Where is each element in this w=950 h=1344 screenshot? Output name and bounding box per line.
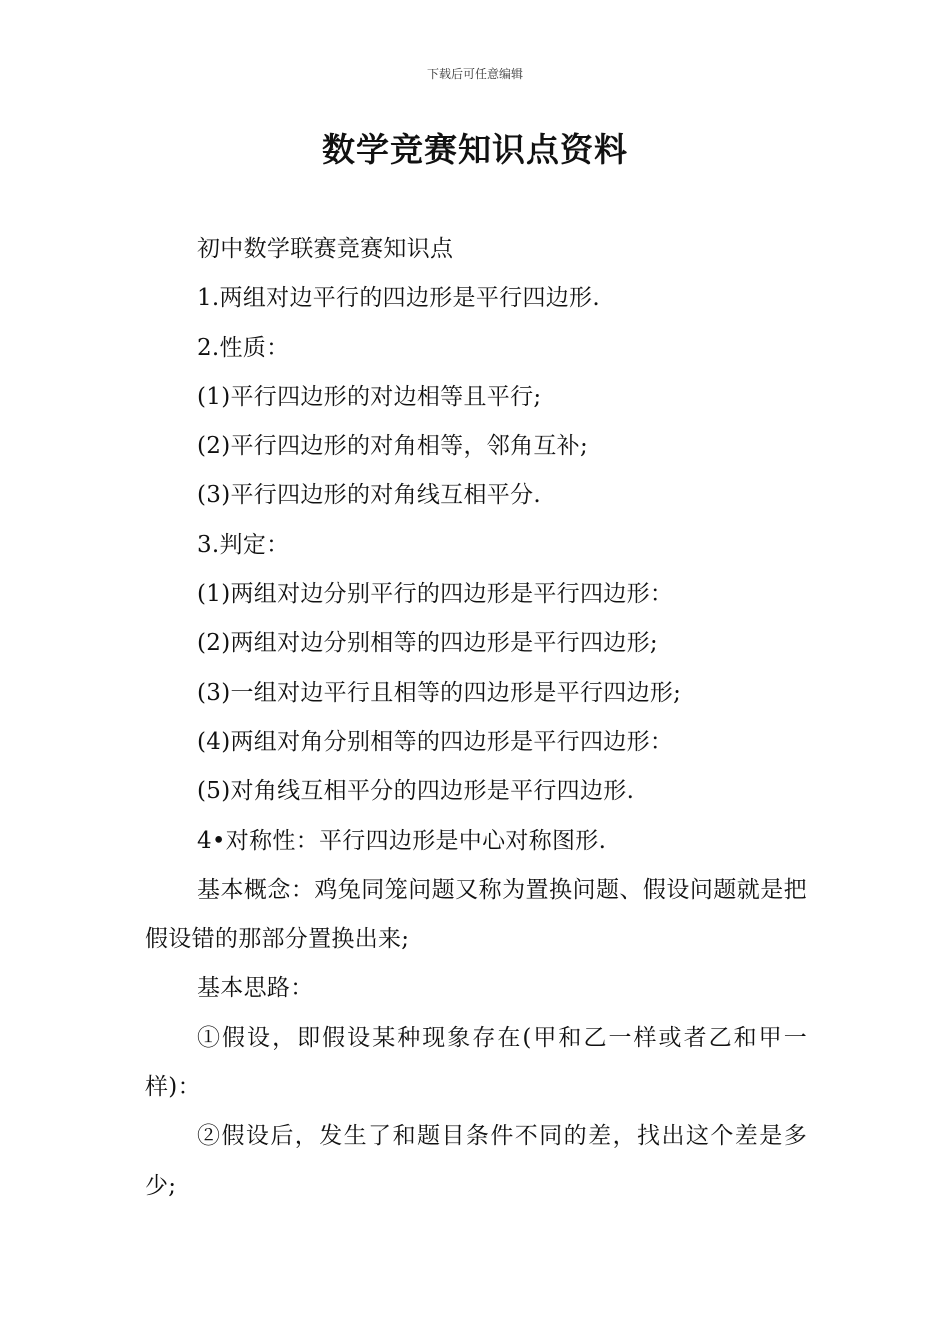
paragraph-section-heading: 初中数学联赛竞赛知识点 (197, 236, 454, 262)
paragraph-property-2: (2)平行四边形的对角相等，邻角互补; (197, 433, 589, 460)
paragraph-basic-concept: 基本概念：鸡兔同笼问题又称为置换问题、假设问题就是把假设错的那部分置换出来; (145, 876, 807, 953)
paragraph-criterion-2: (2)两组对边分别相等的四边形是平行四边形; (197, 630, 658, 657)
paragraph-approach-step-1: ①假设，即假设某种现象存在(甲和乙一样或者乙和甲一样)： (145, 1024, 807, 1101)
paragraph-criterion-5: (5)对角线互相平分的四边形是平行四边形. (197, 778, 635, 805)
paragraph-criteria-heading: 3.判定： (197, 531, 290, 558)
paragraph-approach-step-2: ②假设后，发生了和题目条件不同的差，找出这个差是多少; (145, 1123, 807, 1199)
paragraph-property-1: (1)平行四边形的对边相等且平行; (197, 383, 542, 410)
paragraph-symmetry: 4•对称性：平行四边形是中心对称图形. (197, 827, 607, 854)
paragraph-definition: 1.两组对边平行的四边形是平行四边形. (197, 285, 600, 312)
paragraph-properties-heading: 2.性质： (197, 334, 290, 361)
paragraph-criterion-3: (3)一组对边平行且相等的四边形是平行四边形; (197, 679, 682, 706)
paragraph-basic-approach-heading: 基本思路： (197, 975, 314, 1002)
paragraph-criterion-1: (1)两组对边分别平行的四边形是平行四边形： (197, 581, 674, 608)
page-title: 数学竞赛知识点资料 (322, 130, 628, 169)
header-watermark: 下载后可任意编辑 (426, 67, 523, 81)
paragraph-property-3: (3)平行四边形的对角线互相平分. (197, 482, 541, 509)
document-body (145, 225, 807, 1211)
paragraph-criterion-4: (4)两组对角分别相等的四边形是平行四边形： (197, 728, 674, 755)
